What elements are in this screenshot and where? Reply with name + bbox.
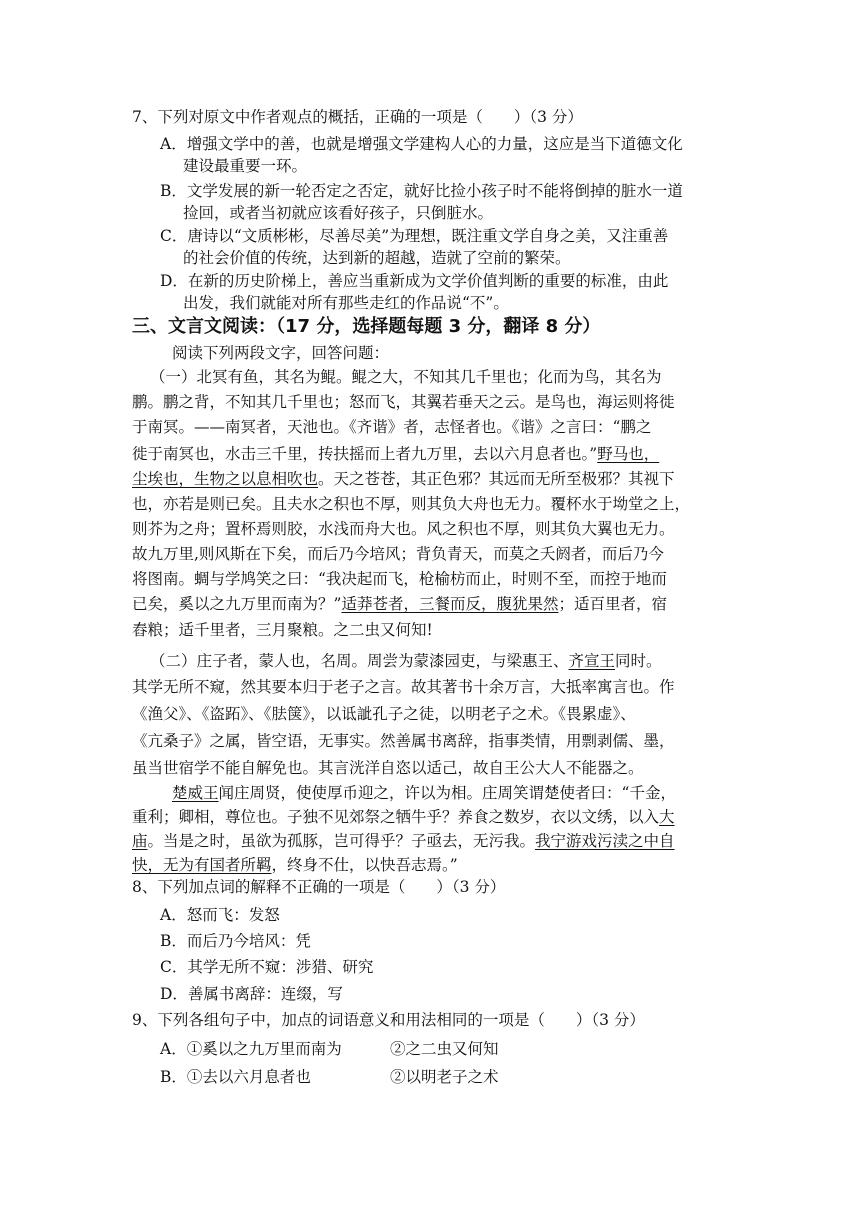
underlined-translation-text: 野马也， xyxy=(597,445,660,463)
passage1-line: 将图南。蜩与学鸠笑之曰：“我决起而飞，枪榆枋而止，时则不至，而控于地而 xyxy=(132,570,667,588)
passage1-text: 已矣，奚以之九万里而南为？” xyxy=(132,595,342,613)
q8-option-d: D．善属书离辞：连缀，写 xyxy=(160,985,343,1003)
passage1-line: 也，亦若是则已矣。且夫水之积也不厚，则其负大舟也无力。覆杯水于坳堂之上， xyxy=(132,495,691,513)
q9-stem: 9、下列各组句子中，加点的词语意义和用法相同的一项是（ ）（3 分） xyxy=(132,1011,645,1029)
passage2-line xyxy=(132,854,458,876)
passage2-text: 同时。 xyxy=(615,652,662,670)
underlined-translation-text: 尘埃也，生物之以息相吹也 xyxy=(132,470,319,488)
q7-stem: 7、下列对原文中作者观点的概括，正确的一项是（ ）（3 分） xyxy=(132,108,583,126)
q8-option-c: C．其学无所不窥：涉猎、研究 xyxy=(160,958,374,976)
underlined-translation-text: 我宁游戏污渎之中自 xyxy=(535,832,675,850)
passage1-text: ；适百里者，宿 xyxy=(558,595,667,613)
passage2-text: 闻庄周贤，使使厚币迎之，许以为相。庄周笑谓楚使者曰：“千金， xyxy=(218,784,676,802)
passage1-line: 鹏。鹏之背，不知其几千里也；怒而飞，其翼若垂天之云。是鸟也，海运则将徙 xyxy=(132,393,675,411)
passage2-text: （二）庄子者，蒙人也，名周。周尝为蒙漆园吏，与梁惠王、 xyxy=(150,652,569,670)
passage2-line: 《渔父》、《盗跖》、《胠箧》，以诋訿孔子之徒，以明老子之术。《畏累虚》、 xyxy=(132,705,636,723)
section-3-instruction: 阅读下列两段文字，回答问题： xyxy=(172,344,390,362)
passage2-text: 重利；卿相，尊位也。子独不见郊祭之牺牛乎？养食之数岁，衣以文绣，以入 xyxy=(132,808,660,826)
q8-stem: 8、下列加点词的解释不正确的一项是（ ）（3 分） xyxy=(132,878,506,896)
q7-option-a-cont: 建设最重要一环。 xyxy=(183,157,308,175)
passage1-line: 于南冥。——南冥者，天池也。《齐谐》者，志怪者也。《谐》之言曰：“鹏之 xyxy=(132,418,652,436)
q7-option-d-cont: 出发，我们就能对所有那些走红的作品说“不”。 xyxy=(183,294,509,312)
q7-option-b: B．文学发展的新一轮否定之否定，就好比捡小孩子时不能将倒掉的脏水一道 xyxy=(160,182,683,200)
q9-option-b-part1: B．①去以六月息者也 xyxy=(160,1068,311,1086)
q7-option-c-cont: 的社会价值的传统，达到新的超越，造就了空前的繁荣。 xyxy=(183,249,571,267)
underlined-name: 齐宣王 xyxy=(568,652,616,670)
passage1-text: 徙于南冥也，水击三千里，抟扶摇而上者九万里，去以六月息者也。” xyxy=(132,445,598,463)
q9-option-b-part2: ②以明老子之术 xyxy=(390,1068,499,1086)
q7-option-b-cont: 捡回，或者当初就应该看好孩子，只倒脏水。 xyxy=(183,204,494,222)
underlined-text: 大 xyxy=(659,808,675,826)
q9-option-a-part1: A．①奚以之九万里而南为 xyxy=(160,1040,342,1058)
q8-option-b: B．而后乃今培风：凭 xyxy=(160,932,311,950)
passage1-line xyxy=(132,468,675,490)
passage2-line xyxy=(132,830,675,852)
passage2-line: 虽当世宿学不能自解免也。其言洸洋自恣以适己，故自王公大人不能器之。 xyxy=(132,759,644,777)
underlined-name: 楚威王 xyxy=(172,784,219,802)
passage2-line xyxy=(172,782,676,804)
passage1-line: 舂粮；适千里者，三月聚粮。之二虫又何知! xyxy=(132,621,433,639)
passage2-line xyxy=(132,806,675,828)
q7-option-a: A．增强文学中的善，也就是增强文学建构人心的力量，这应是当下道德文化 xyxy=(160,135,683,153)
passage1-line xyxy=(132,593,667,615)
q8-option-a: A．怒而飞：发怒 xyxy=(160,906,280,924)
passage1-line xyxy=(132,443,659,465)
underlined-translation-text: 快，无为有国者所羁 xyxy=(132,856,272,874)
passage2-line xyxy=(150,650,662,672)
section-3-heading: 三、文言文阅读：（17 分，选择题每题 3 分，翻译 8 分） xyxy=(132,316,601,337)
passage1-line: （一）北冥有鱼，其名为鲲。鲲之大，不知其几千里也；化而为鸟，其名为 xyxy=(150,368,662,386)
passage2-line: 《亢桑子》之属，皆空语，无事实。然善属书离辞，指事类情，用剽剥儒、墨， xyxy=(132,732,675,750)
underlined-text: 庙 xyxy=(132,832,148,850)
q7-option-c: C．唐诗以“文质彬彬，尽善尽美”为理想，既注重文学自身之美，又注重善 xyxy=(160,227,669,245)
q7-option-d: D．在新的历史阶梯上，善应当重新成为文学价值判断的重要的标准，由此 xyxy=(160,272,669,290)
passage2-text: ，终身不仕，以快吾志焉。” xyxy=(271,856,458,874)
passage1-line: 则芥为之舟；置杯焉则胶，水浅而舟大也。风之积也不厚，则其负大翼也无力。 xyxy=(132,520,675,538)
passage1-text: 。天之苍苍，其正色邪？其远而无所至极邪？其视下 xyxy=(318,470,675,488)
passage2-text: 。当是之时，虽欲为孤豚，岂可得乎？子亟去，无污我。 xyxy=(147,832,536,850)
passage2-line: 其学无所不窥，然其要本归于老子之言。故其著书十余万言，大抵率寓言也。作 xyxy=(132,678,675,696)
passage1-line: 故九万里,则风斯在下矣，而后乃今培风；背负青天，而莫之夭阏者，而后乃今 xyxy=(132,545,664,563)
q9-option-a-part2: ②之二虫又何知 xyxy=(390,1040,499,1058)
underlined-translation-text: 适莽苍者，三餐而反，腹犹果然 xyxy=(341,595,559,613)
